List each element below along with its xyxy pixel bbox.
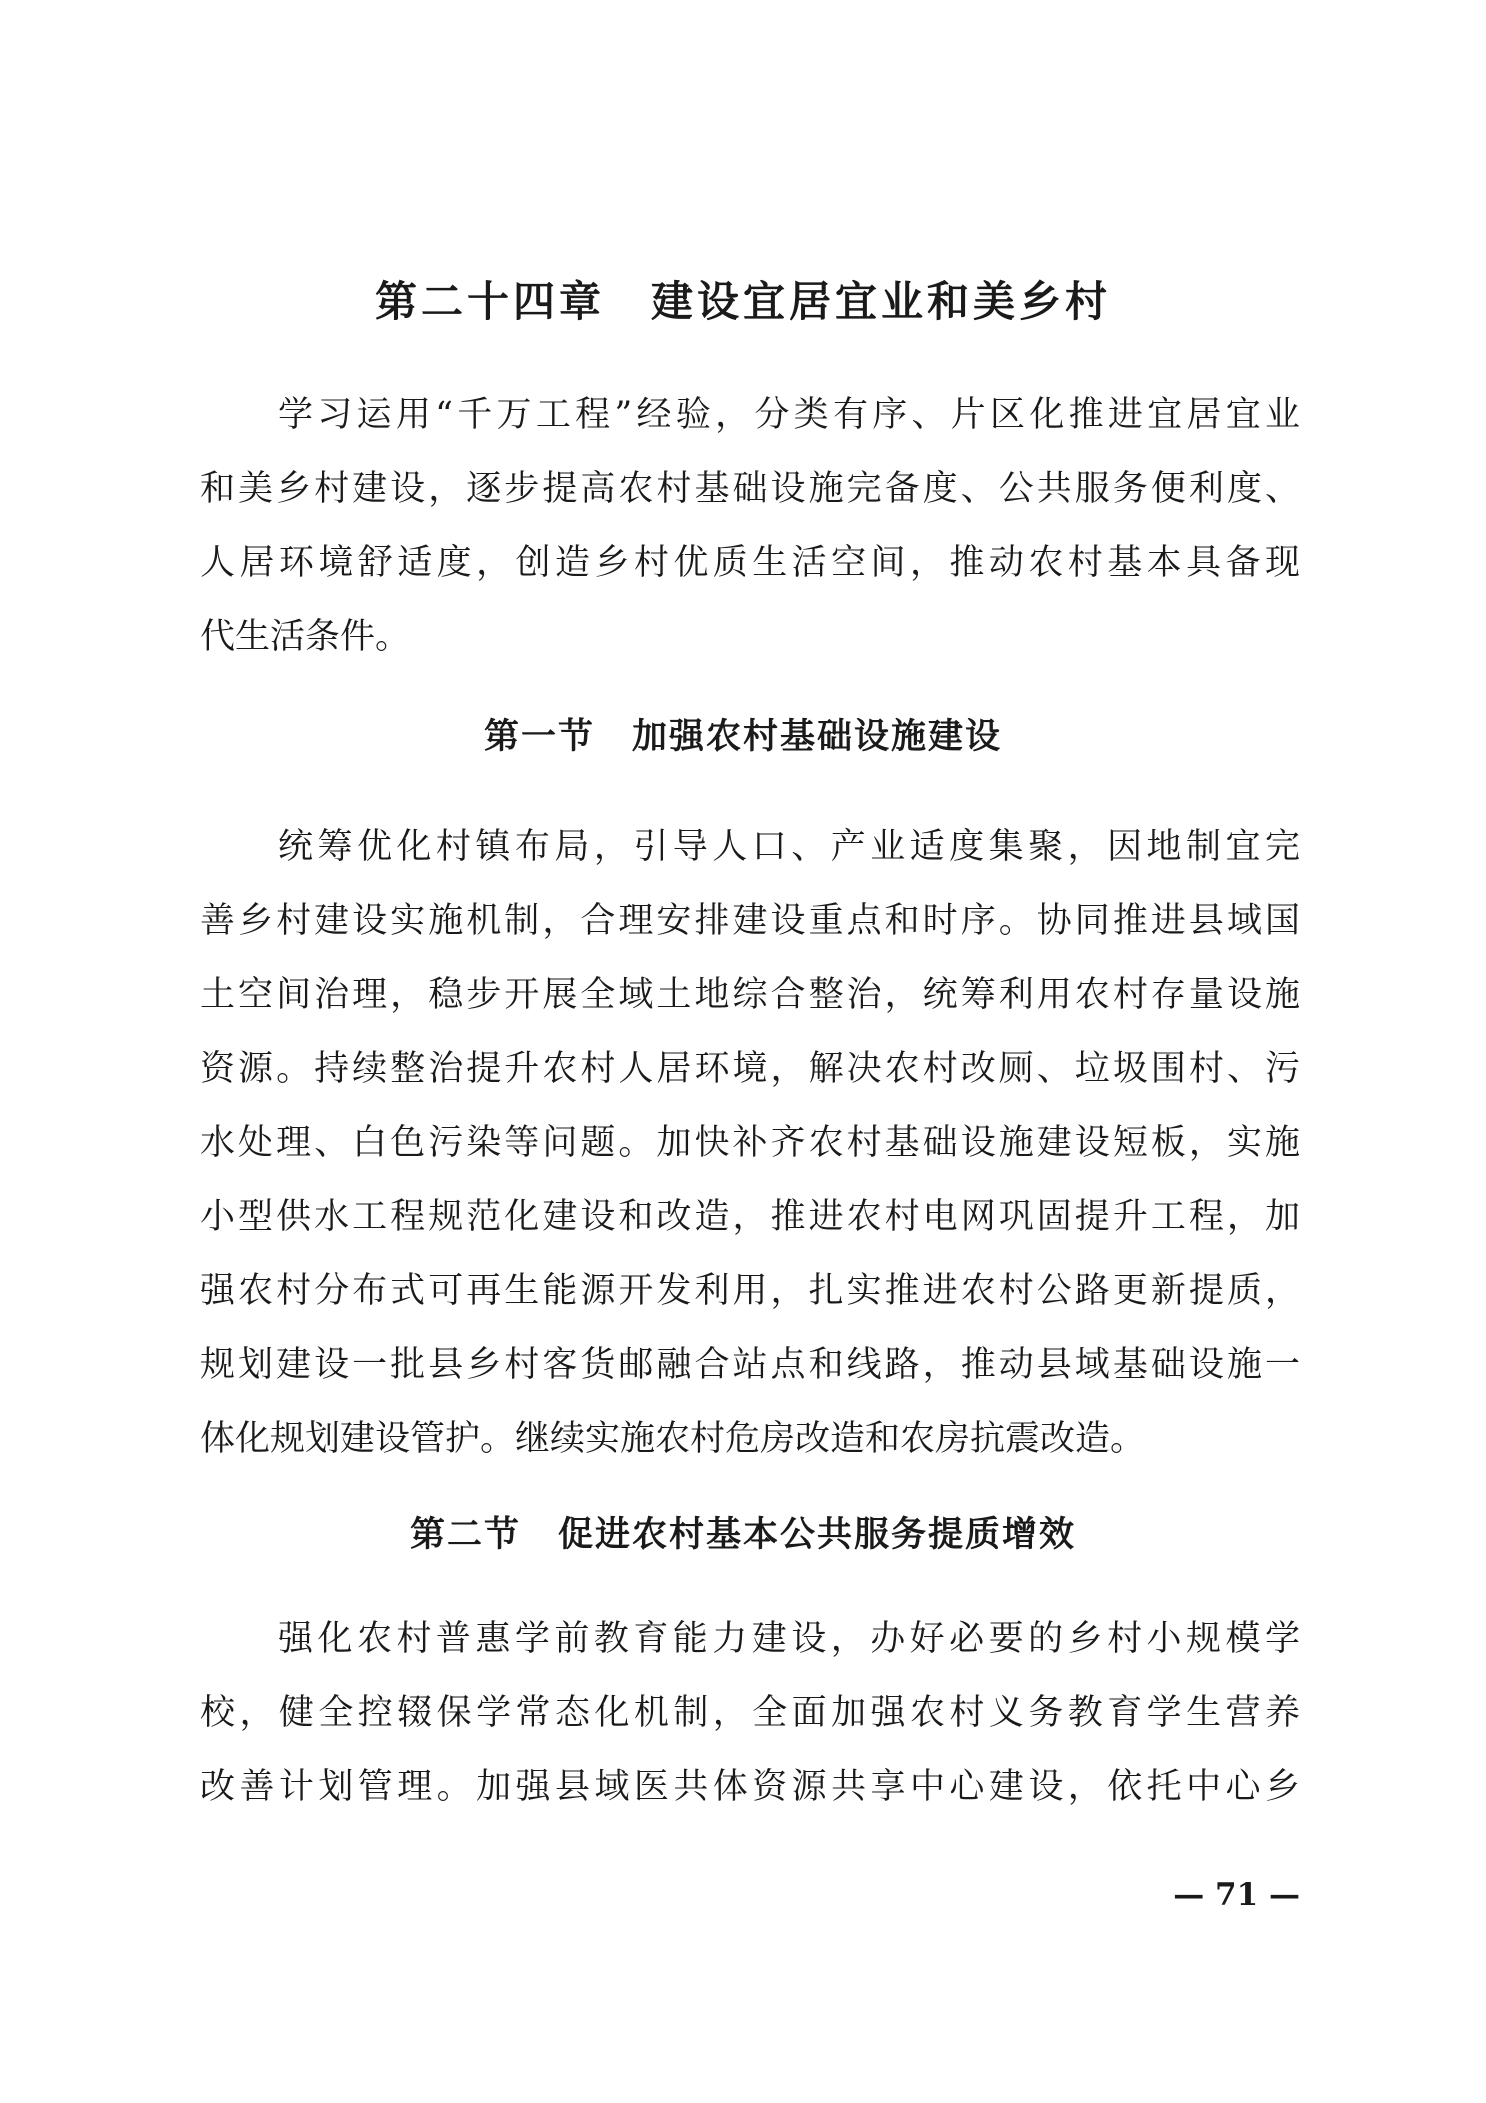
paragraph-line: 人居环境舒适度，创造乡村优质生活空间，推动农村基本具备现 [200,543,1300,583]
section-1-paragraph [200,810,1300,1476]
section-2-paragraph [200,1602,1300,1824]
page-number: — 71 — [1173,1877,1300,1913]
paragraph-line: 强农村分布式可再生能源开发利用，扎实推进农村公路更新提质， [200,1271,1300,1311]
paragraph-line: 改善计划管理。加强县域医共体资源共享中心建设，依托中心乡 [200,1767,1300,1807]
paragraph-line: 体化规划建设管护。继续实施农村危房改造和农房抗震改造。 [200,1419,1146,1459]
paragraph-line: 学习运用“千万工程”经验，分类有序、片区化推进宜居宜业 [278,395,1300,435]
paragraph-line: 善乡村建设实施机制，合理安排建设重点和时序。协同推进县域国 [200,901,1300,941]
paragraph-line: 土空间治理，稳步开展全域土地综合整治，统筹利用农村存量设施 [200,975,1300,1015]
paragraph-line: 规划建设一批县乡村客货邮融合站点和线路，推动县域基础设施一 [200,1345,1300,1385]
intro-paragraph [200,378,1300,674]
paragraph-line: 小型供水工程规范化建设和改造，推进农村电网巩固提升工程，加 [200,1197,1300,1237]
paragraph-line: 代生活条件。 [200,617,411,657]
paragraph-line: 校，健全控辍保学常态化机制，全面加强农村义务教育学生营养 [200,1693,1300,1733]
chapter-title: 第二十四章 建设宜居宜业和美乡村 [374,277,1111,326]
section-1-title: 第一节 加强农村基础设施建设 [483,716,1002,757]
section-2-title: 第二节 促进农村基本公共服务提质增效 [409,1514,1076,1555]
paragraph-line: 资源。持续整治提升农村人居环境，解决农村改厕、垃圾围村、污 [200,1049,1300,1089]
paragraph-line: 统筹优化村镇布局，引导人口、产业适度集聚，因地制宜完 [278,827,1300,867]
paragraph-line: 水处理、白色污染等问题。加快补齐农村基础设施建设短板，实施 [200,1123,1300,1163]
paragraph-line: 和美乡村建设，逐步提高农村基础设施完备度、公共服务便利度、 [200,469,1300,509]
paragraph-line: 强化农村普惠学前教育能力建设，办好必要的乡村小规模学 [278,1619,1300,1659]
